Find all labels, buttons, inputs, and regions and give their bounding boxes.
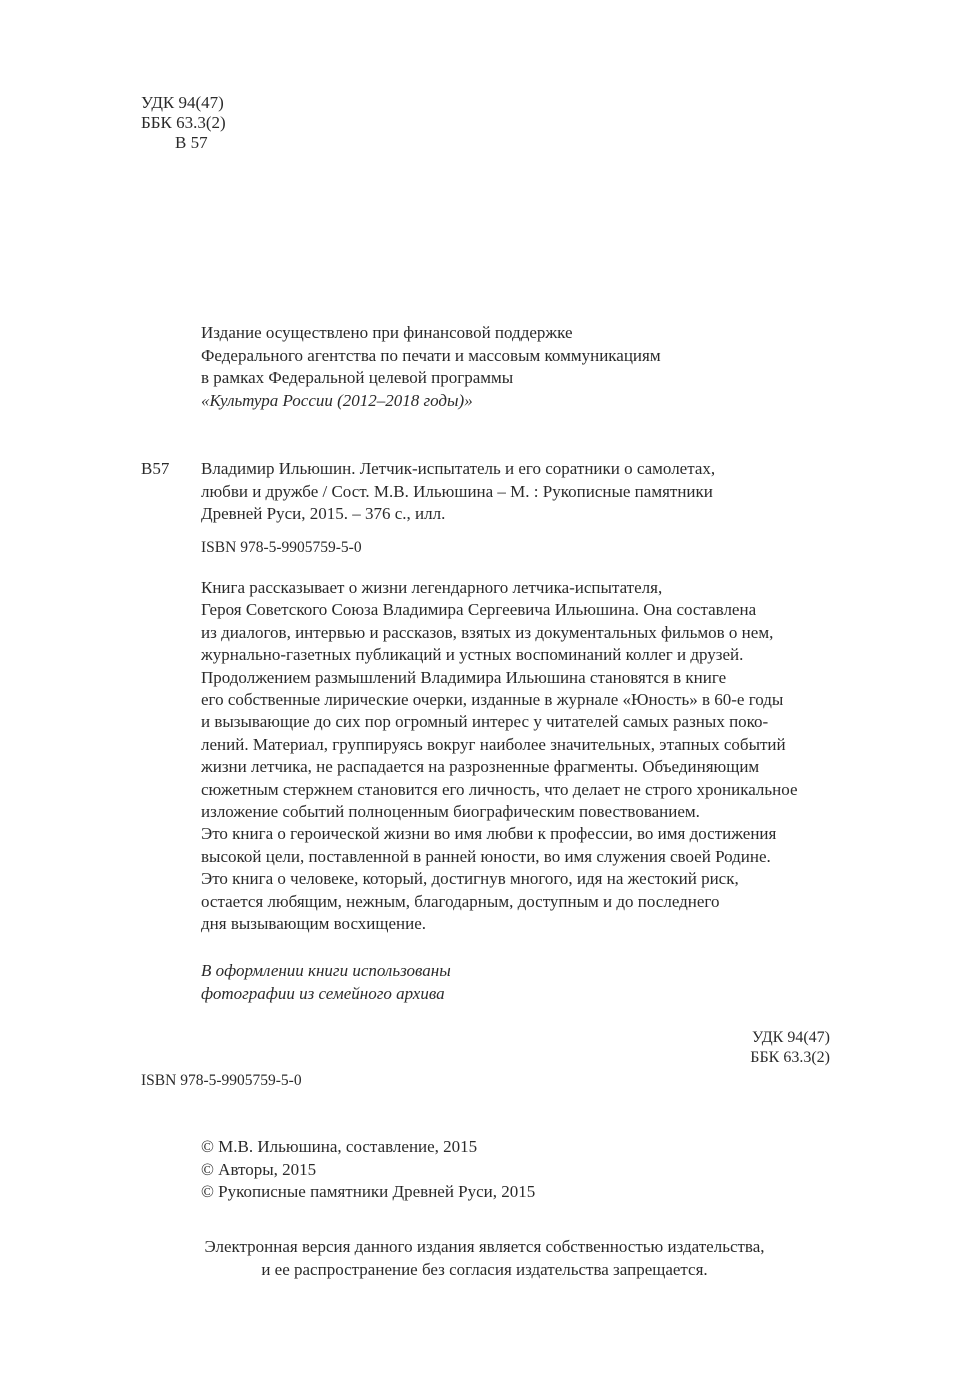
copyright-line: © Авторы, 2015 [201, 1159, 317, 1179]
annotation-line: жизни летчика, не распадается на разрозненные фрагменты. Объединяющим [201, 757, 760, 777]
annotation-line: Это книга о человеке, который, достигнув многого, идя на жестокий риск, [201, 869, 739, 889]
program-name: «Культура России (2012–2018 годы)» [201, 390, 473, 410]
annotation-line: дня вызывающим восхищение. [201, 914, 427, 934]
annotation [201, 577, 798, 936]
bibliographic-description [201, 458, 715, 526]
biblio-line: Владимир Ильюшин. Летчик-испытатель и его соратники о самолетах, [201, 459, 716, 478]
annotation-line: Книга рассказывает о жизни легендарного летчика-испытателя, [201, 578, 663, 597]
annotation-line: его собственные лирические очерки, изданные в журнале «Юность» в 60-е годы [201, 690, 784, 710]
isbn-bottom: ISBN 978-5-9905759-5-0 [141, 1072, 302, 1089]
udk-code: УДК 94(47) [752, 1029, 830, 1046]
electronic-version-notice [0, 1236, 969, 1281]
funding-line: Издание осуществлено при финансовой поддержке [201, 323, 573, 342]
annotation-line: из диалогов, интервью и рассказов, взятых из документальных фильмов о нем, [201, 622, 774, 642]
photo-note-line: В оформлении книги использованы [201, 961, 451, 980]
annotation-line: Это книга о героической жизни во имя любви к профессии, во имя достижения [201, 824, 777, 844]
copyright-line: © М.В. Ильюшина, составление, 2015 [201, 1137, 478, 1156]
funding-line: в рамках Федеральной целевой программы [201, 368, 514, 387]
annotation-line: высокой цели, поставленной в ранней юности, во имя служения своей Родине. [201, 846, 771, 866]
annotation-line: и вызывающие до сих пор огромный интерес у читателей самых разных поко- [201, 712, 769, 732]
top-classification-codes [141, 93, 226, 153]
annotation-line: Продолжением размышлений Владимира Ильюшина становятся в книге [201, 667, 727, 687]
annotation-line: журнально-газетных публикаций и устных воспоминаний коллег и друзей. [201, 645, 744, 665]
annotation-line: остается любящим, нежным, благодарным, доступным и до последнего [201, 891, 720, 911]
photo-credit-note [201, 960, 451, 1005]
photo-note-line: фотографии из семейного архива [201, 983, 445, 1003]
funding-line: Федерального агентства по печати и массовым коммуникациям [201, 345, 661, 365]
copyright-line: © Рукописные памятники Древней Руси, 2015 [201, 1182, 536, 1201]
annotation-line: изложение событий полноценным биографическим повествованием. [201, 802, 700, 822]
biblio-line: любви и дружбе / Сост. М.В. Ильюшина – М. : Рукописные памятники [201, 481, 713, 501]
bottom-classification-codes [750, 1028, 830, 1068]
annotation-line: сюжетным стержнем становится его личность, что делает не строго хроникальное [201, 779, 798, 799]
notice-line: и ее распространение без согласия издательства запрещается. [261, 1259, 708, 1279]
bbk-code: ББК 63.3(2) [750, 1049, 830, 1066]
udk-code: УДК 94(47) [141, 93, 224, 112]
bbk-code: ББК 63.3(2) [141, 113, 226, 132]
notice-line: Электронная версия данного издания является собственностью издательства, [204, 1237, 765, 1256]
entry-code: В57 [141, 459, 170, 478]
copyright-block [201, 1136, 535, 1204]
funding-notice [201, 322, 661, 412]
biblio-line: Древней Руси, 2015. – 376 с., илл. [201, 504, 446, 523]
annotation-line: лений. Материал, группируясь вокруг наиболее значительных, этапных событий [201, 734, 786, 754]
isbn-entry: ISBN 978-5-9905759-5-0 [201, 539, 362, 556]
annotation-line: Героя Советского Союза Владимира Сергеевича Ильюшина. Она составлена [201, 600, 757, 620]
author-mark: В 57 [175, 133, 208, 152]
